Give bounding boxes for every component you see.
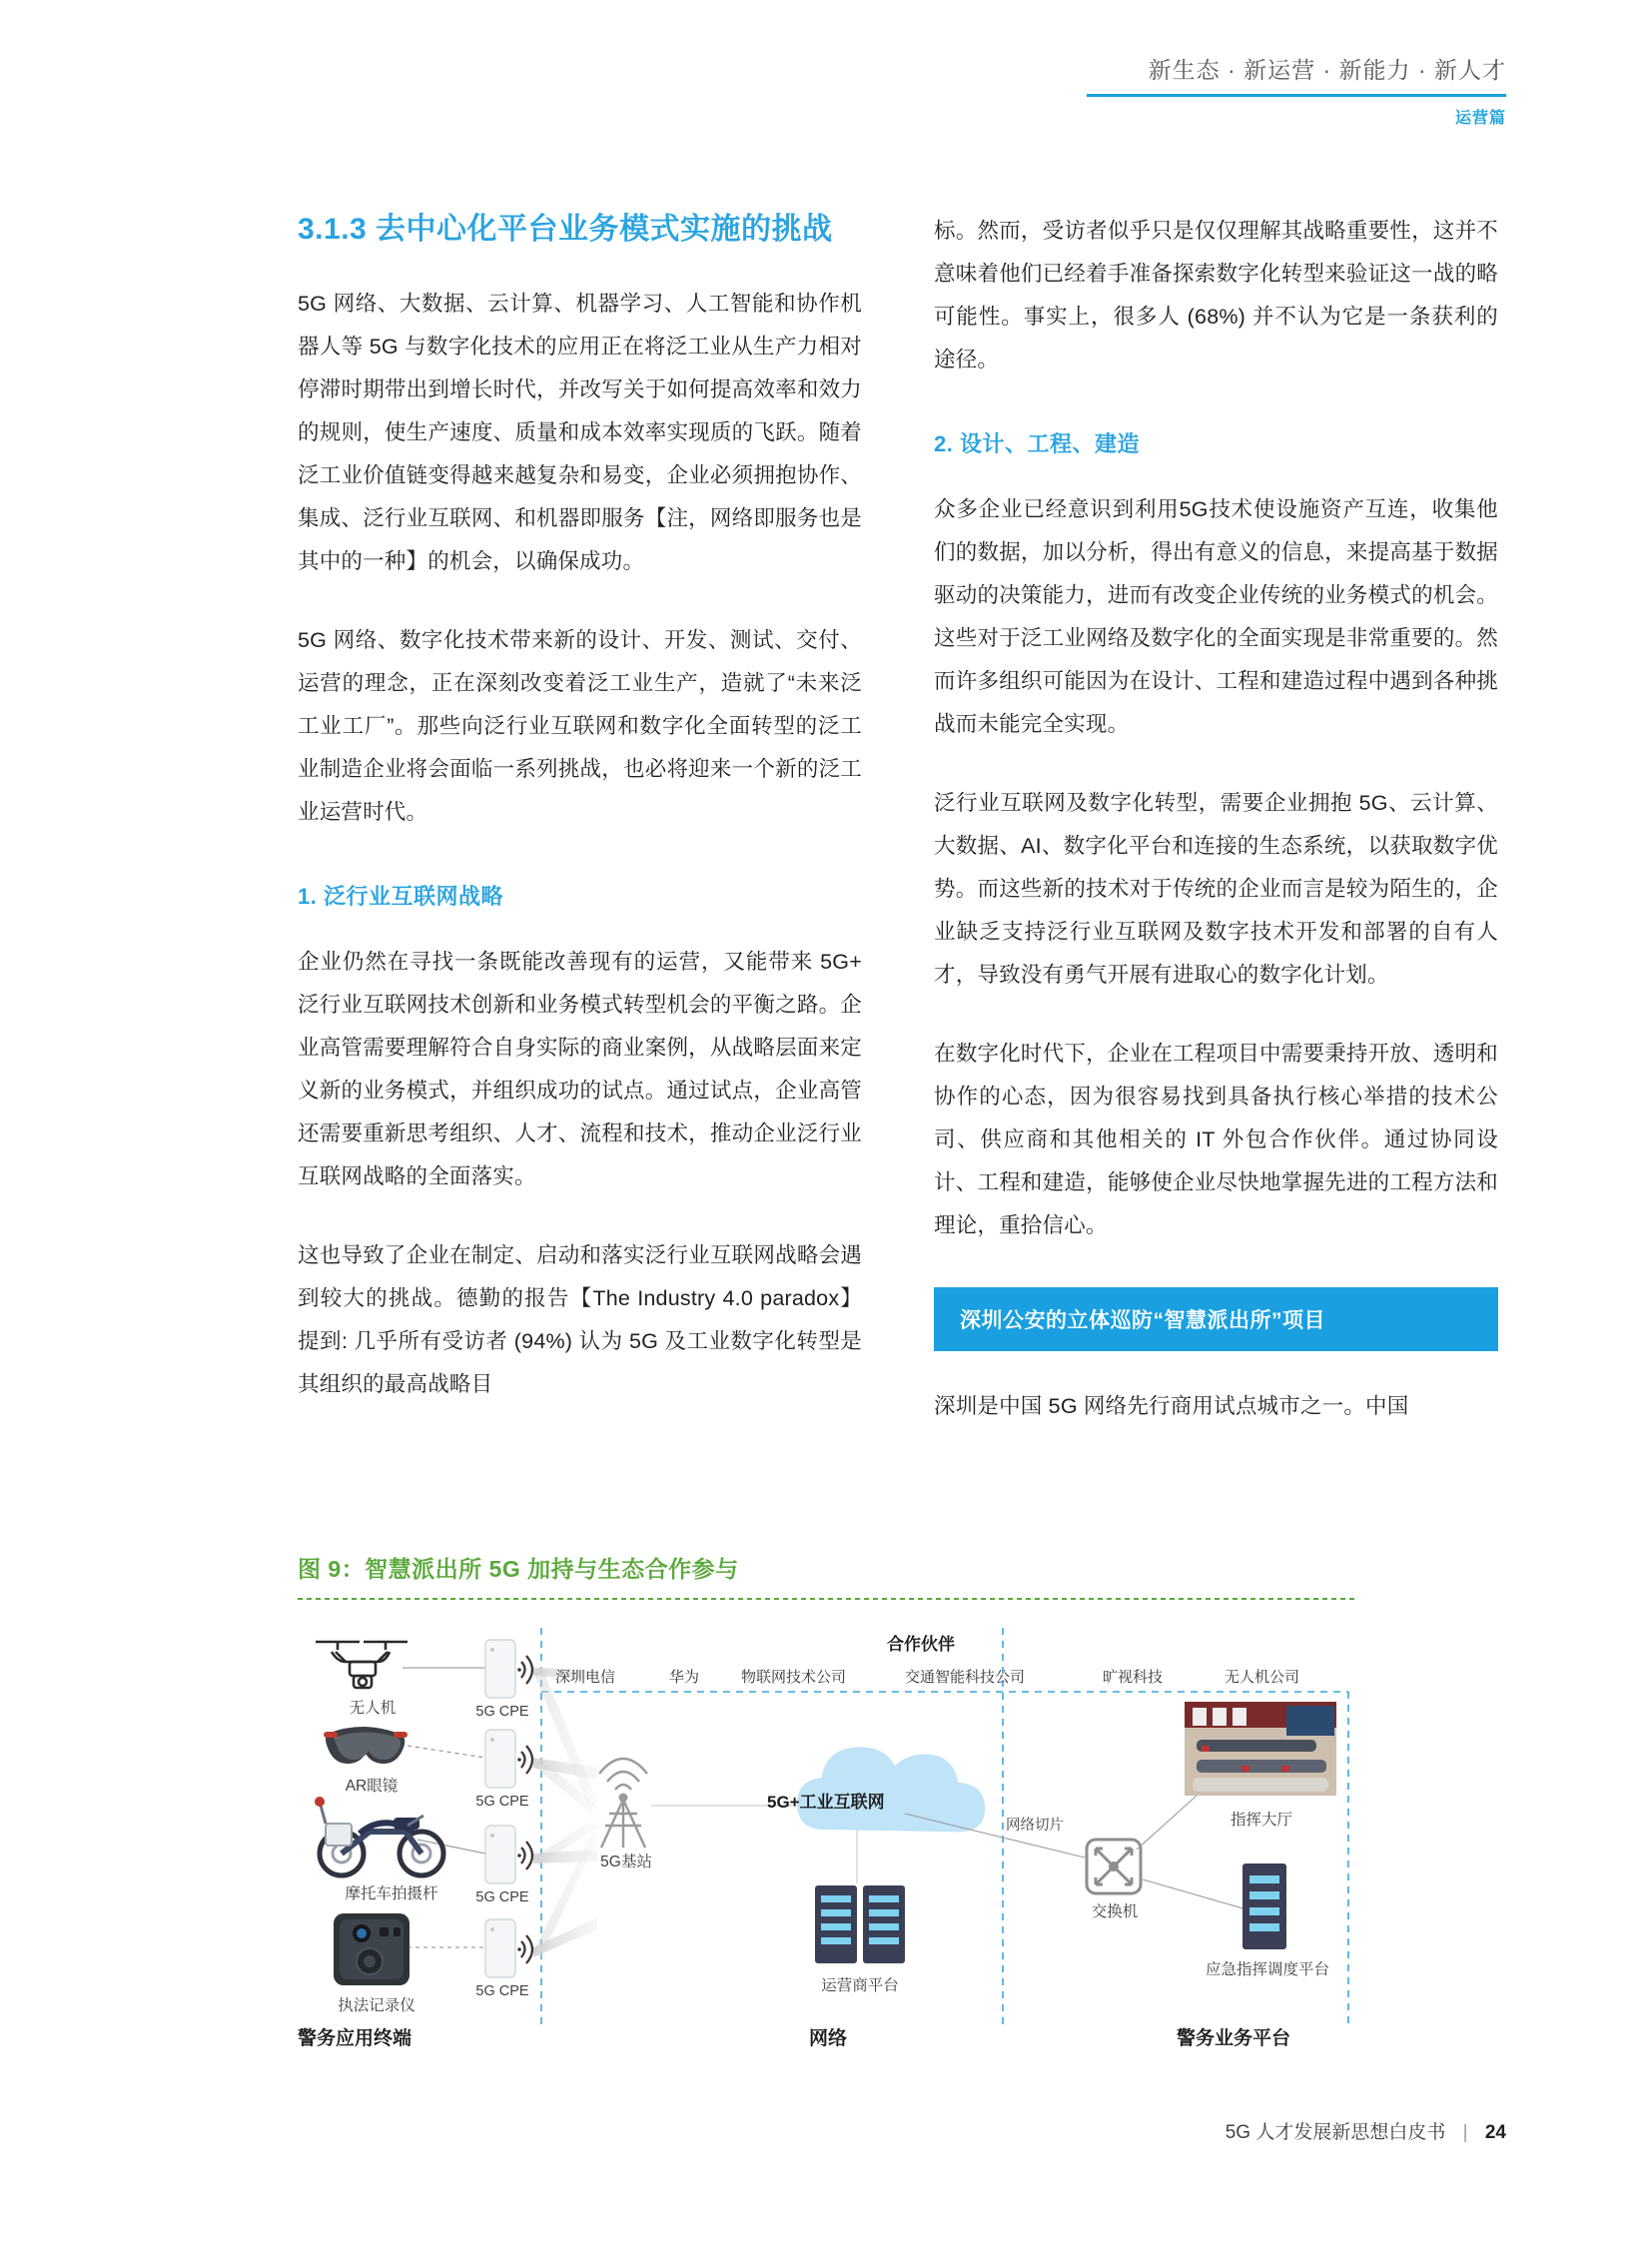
paragraph: 标。然而，受访者似乎只是仅仅理解其战略重要性，这并不意味着他们已经着手准备探索数字化转型来验证这一战的略可能性。事实上，很多人 (68%) 并不认为它是一条获利的途径。 bbox=[934, 219, 1498, 372]
switch-label: 交换机 bbox=[1091, 1903, 1139, 1920]
partner-item: 深圳电信 bbox=[555, 1669, 616, 1686]
cloud-label: 5G+工业互联网 bbox=[767, 1793, 885, 1812]
partner-item: 物联网技术公司 bbox=[741, 1669, 847, 1686]
partner-item: 旷视科技 bbox=[1103, 1669, 1164, 1686]
footer-separator: | bbox=[1462, 2122, 1468, 2143]
footer-page-number: 24 bbox=[1484, 2122, 1506, 2143]
partner-item: 无人机公司 bbox=[1225, 1669, 1300, 1686]
operator-platform-label: 运营商平台 bbox=[821, 1977, 899, 1994]
paragraph: 5G 网络、数字化技术带来新的设计、开发、测试、交付、运营的理念，正在深刻改变着泛工业生产，造就了“未来泛工业工厂”。那些向泛行业互联网和数字化全面转型的泛工业制造企业将会面临一系列挑战，也必将迎来一个新的泛工业运营时代。 bbox=[298, 628, 862, 824]
paragraph: 泛行业互联网及数字化转型，需要企业拥抱 5G、云计算、大数据、AI、数字化平台和连接的生态系统，以获取数字优势。而这些新的技术对于传统的企业而言是较为陌生的，企业缺乏支持泛行业互联网及数字技术开发和部署的自有人才，导致没有勇气开展有进取心的数字化计划。 bbox=[934, 791, 1498, 987]
header-title: 新生态 · 新运营 · 新能力 · 新人才 bbox=[1148, 57, 1506, 83]
paragraph: 企业仍然在寻找一条既能改善现有的运营，又能带来 5G+ 泛行业互联网技术创新和业务模式转型机会的平衡之路。企业高管需要理解符合自身实际的商业案例，从战略层面来定义新的业务模式，并组织成功的试点。通过试点，企业高管还需要重新思考组织、人才、流程和技术，推动企业泛行业互联网战略的全面落实。 bbox=[298, 950, 862, 1188]
page-header bbox=[1087, 52, 1506, 128]
cpe-label-3: 5G CPE bbox=[475, 1889, 529, 1905]
paragraph: 5G 网络、大数据、云计算、机器学习、人工智能和协作机器人等 5G 与数字化技术的应用正在将泛工业从生产力相对停滞时期带出到增长时代，并改写关于如何提高效率和效力的规则，使生产速度、质量和成本效率实现质的飞跃。随着泛工业价值链变得越来越复杂和易变，企业必须拥抱协作、集成、泛行业互联网、和机器即服务【注，网络即服务也是其中的一种】的机会，以确保成功。 bbox=[298, 292, 862, 573]
subsection-title-1: 1. 泛行业互联网战略 bbox=[298, 884, 503, 909]
partner-title: 合作伙伴 bbox=[887, 1635, 955, 1654]
header-rule bbox=[1087, 94, 1506, 97]
cpe-label-4: 5G CPE bbox=[475, 1983, 529, 1999]
paragraph: 这也导致了企业在制定、启动和落实泛行业互联网战略会遇到较大的挑战。德勤的报告【The Industry 4.0 paradox】提到: 几乎所有受访者 (94%) 认为 5G 及工业数字化转型是其组织的最高战略目 bbox=[298, 1243, 862, 1396]
switch-icon bbox=[1087, 1618, 1141, 1893]
paragraph: 众多企业已经意识到利用5G技术使设施资产互连，收集他们的数据，加以分析，得出有意义的信息，来提高基于数据驱动的决策能力，进而有改变企业传统的业务模式的机会。这些对于泛工业网络及数字化的全面实现是非常重要的。然而许多组织可能因为在设计、工程和建造过程中遇到各种挑战而未能完全实现。 bbox=[934, 497, 1498, 736]
section-title: 3.1.3 去中心化平台业务模式实施的挑战 bbox=[298, 213, 833, 246]
footer-doc-title: 5G 人才发展新思想白皮书 bbox=[1225, 2122, 1446, 2143]
command-hall-label: 指挥大厅 bbox=[1230, 1812, 1292, 1829]
paragraph: 在数字化时代下，企业在工程项目中需要秉持开放、透明和协作的心态，因为很容易找到具备执行核心举措的技术公司、供应商和其他相关的 IT 外包合作伙伴。通过协同设计、工程和建造，能够使企业尽快地掌握先进的工程方法和理论，重拾信心。 bbox=[934, 1042, 1498, 1237]
left-column bbox=[298, 210, 862, 1406]
body-camera-icon bbox=[334, 1913, 410, 1985]
terminal-label-body-cam: 执法记录仪 bbox=[338, 1997, 415, 2014]
figure-block bbox=[298, 1551, 1354, 2047]
figure-rule bbox=[298, 1598, 1354, 1600]
zone-label-network: 网络 bbox=[809, 2028, 848, 2049]
dispatch-server-icon bbox=[1242, 1864, 1286, 1949]
base-station-icon bbox=[599, 1759, 647, 1848]
subsection-title-2: 2. 设计、工程、建造 bbox=[934, 431, 1140, 456]
case-study-callout: 深圳公安的立体巡防“智慧派出所”项目 bbox=[934, 1287, 1498, 1351]
ar-glasses-icon bbox=[324, 1727, 408, 1764]
paragraph: 深圳是中国 5G 网络先行商用试点城市之一。中国 bbox=[934, 1394, 1409, 1418]
zone-label-platform: 警务业务平台 bbox=[1177, 2028, 1291, 2049]
command-hall-photo bbox=[1185, 1702, 1336, 1796]
motorcycle-icon bbox=[315, 1797, 443, 1875]
cpe-label-2: 5G CPE bbox=[475, 1794, 529, 1810]
terminal-label-ar-glasses: AR眼镜 bbox=[345, 1778, 399, 1795]
base-station-label: 5G基站 bbox=[600, 1854, 652, 1870]
page-footer bbox=[0, 2117, 1506, 2144]
right-column bbox=[934, 210, 1498, 1428]
network-slice-label: 网络切片 bbox=[1006, 1818, 1064, 1834]
figure-caption: 图 9：智慧派出所 5G 加持与生态合作参与 bbox=[298, 1556, 739, 1582]
terminal-label-drone: 无人机 bbox=[349, 1700, 397, 1717]
header-subtitle: 运营篇 bbox=[1454, 110, 1506, 127]
drone-icon bbox=[316, 1642, 408, 1688]
figure-diagram bbox=[298, 1618, 1354, 2047]
server-rack-icon bbox=[815, 1885, 905, 1963]
zone-label-terminals: 警务应用终端 bbox=[298, 2028, 413, 2049]
cpe-label-1: 5G CPE bbox=[475, 1704, 529, 1720]
terminal-label-motorcycle: 摩托车拍摄杆 bbox=[345, 1885, 438, 1902]
dispatch-platform-label: 应急指挥调度平台 bbox=[1205, 1961, 1329, 1978]
partner-item: 交通智能科技公司 bbox=[905, 1669, 1026, 1686]
partner-item: 华为 bbox=[669, 1669, 700, 1686]
